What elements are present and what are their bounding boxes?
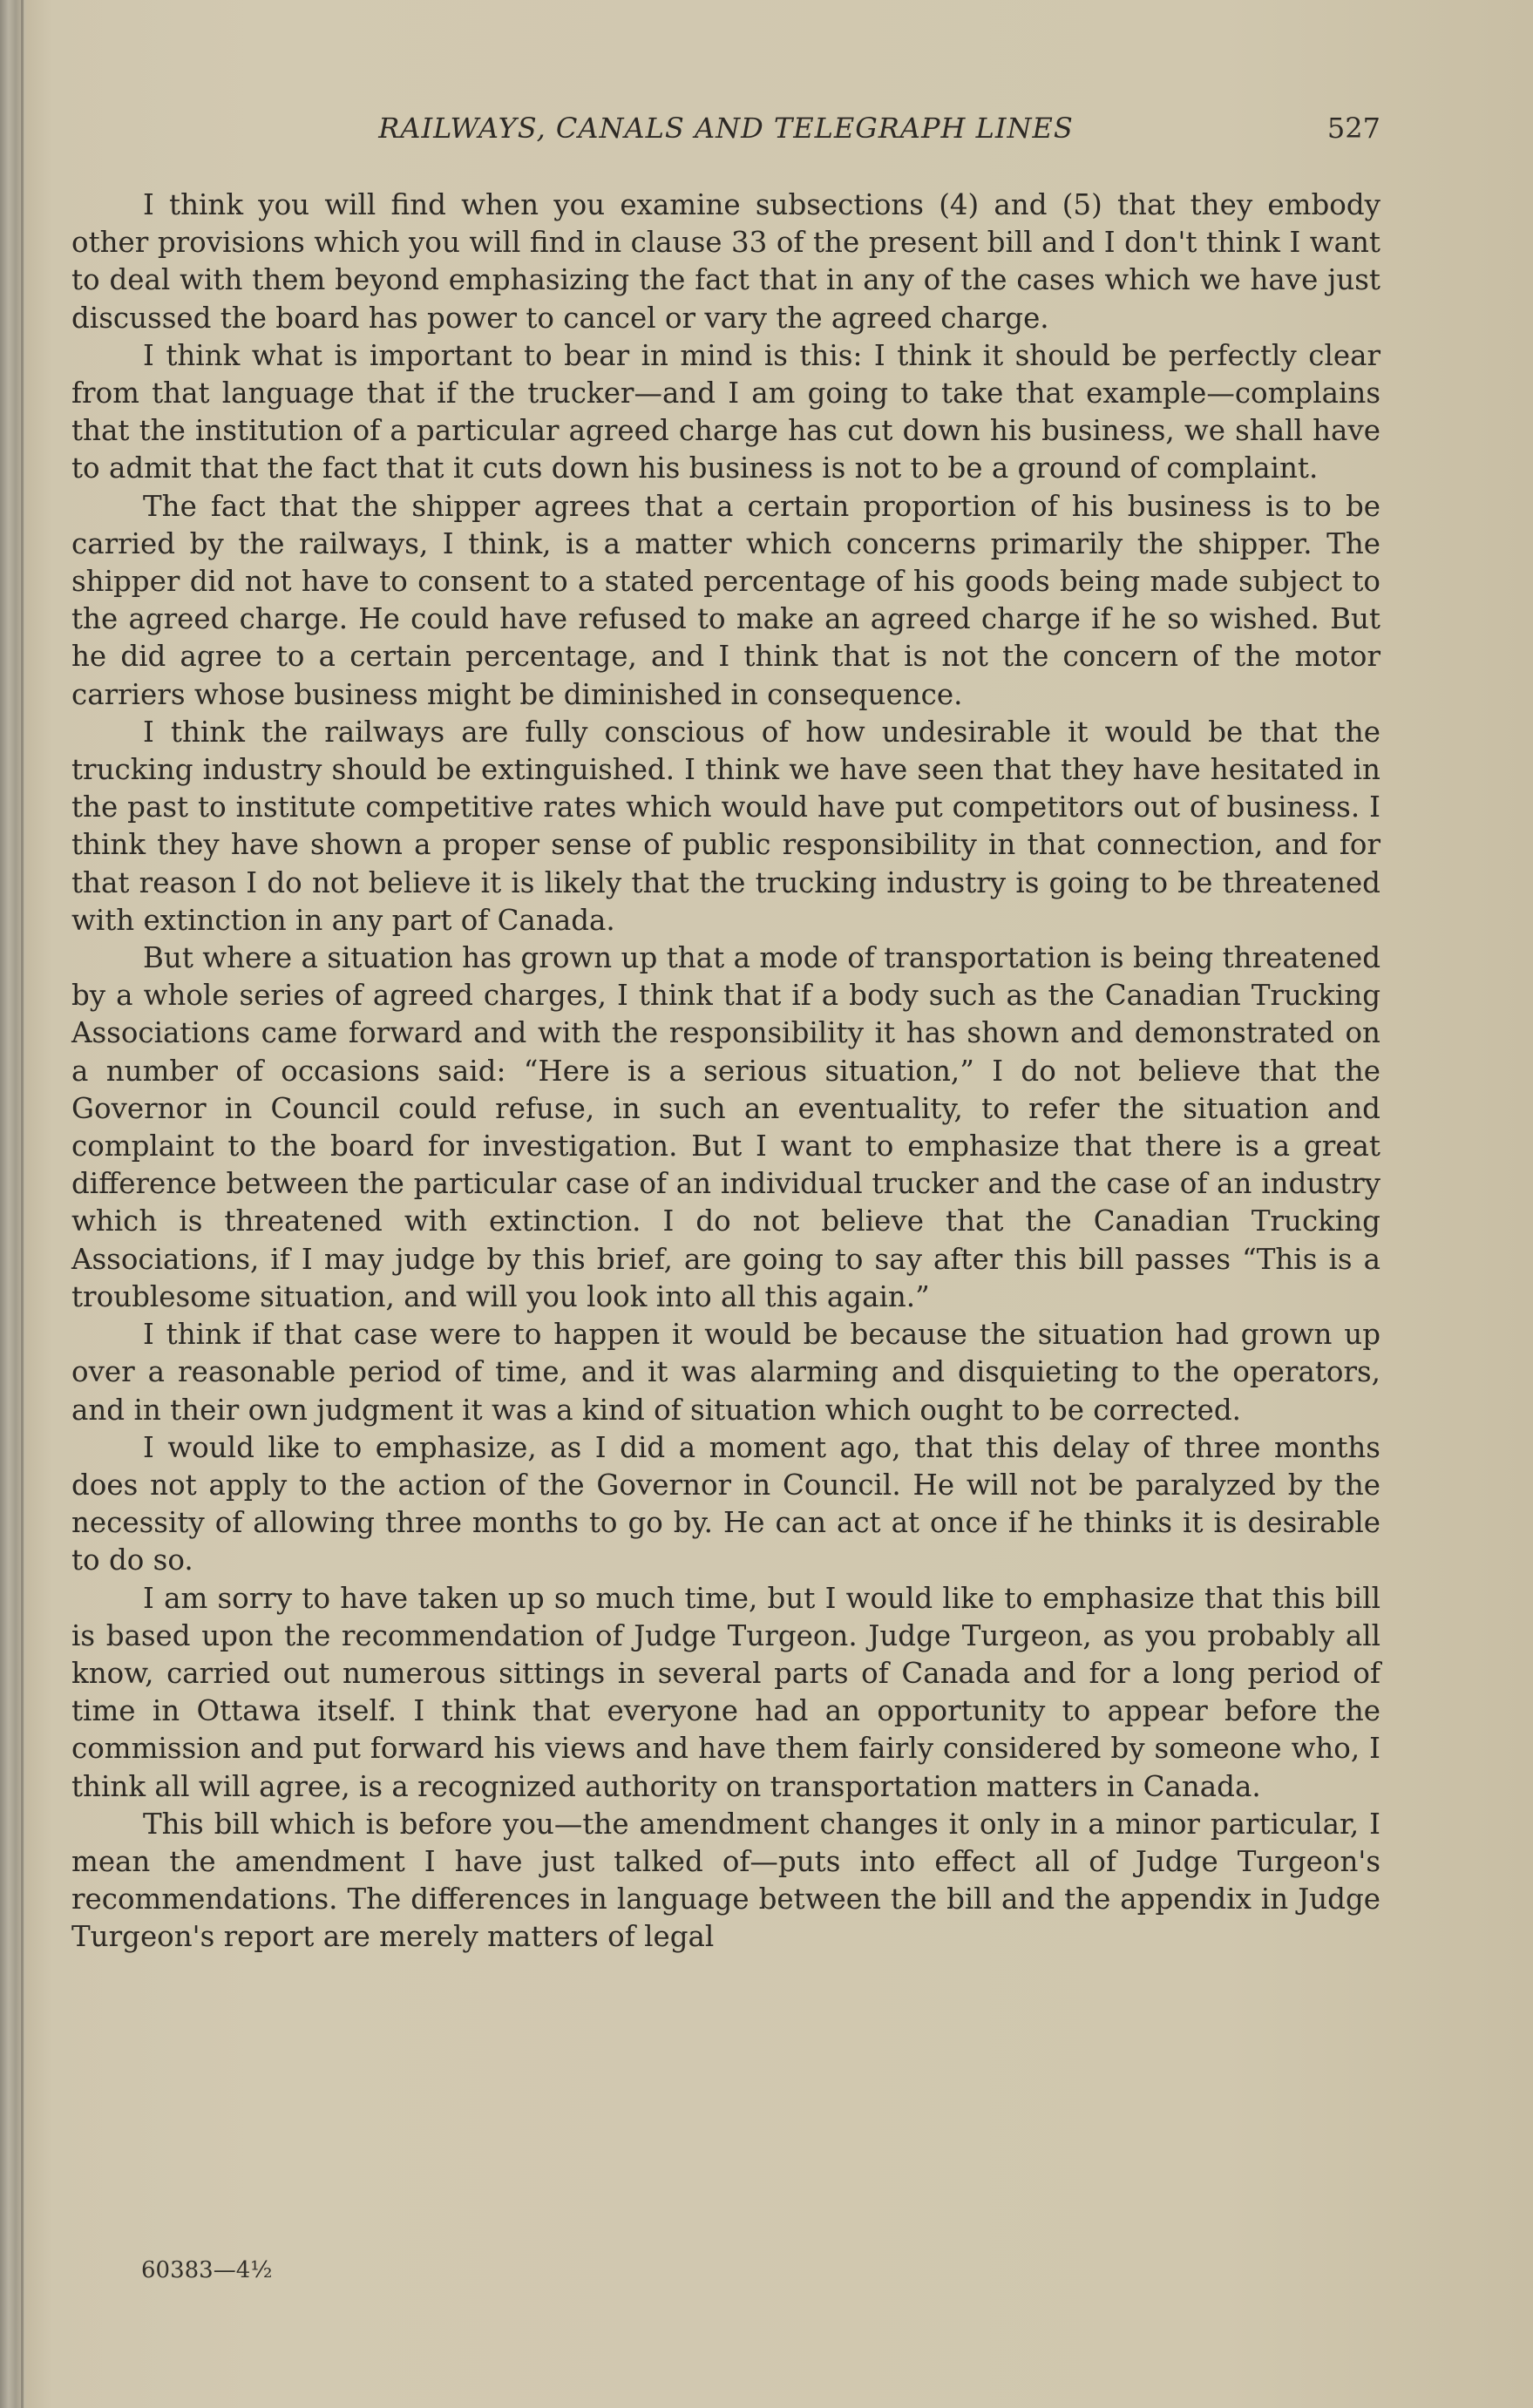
paragraph: But where a situation has grown up that a mode of transportation is being threatened by a whole series of agreed charges, I think that if a body such as the Canadian Trucking Associations came forward and with the responsibility it has shown and demonstrated on a number of occasions said: “Here is a serious situation,” I do not believe that the Governor in Council could refuse, in such an eventuality, to refer the situation and complaint to the board for investigation. But I want to emphasize that there is a great difference between the particular case of an individual trucker and the case of an industry which is threatened with extinction. I do not believe that the Canadian Trucking Associations, if I may judge by this brief, are going to say after this bill passes “This is a troublesome situation, and will you look into all this again.” [71, 941, 1380, 1313]
binding-shadow-line [21, 0, 24, 2408]
paragraph: I think if that case were to happen it would be because the situation had grown up over a reasonable period of time, and it was alarming and disquieting to the operators, and in their own judgment it was a kind of situation which ought to be corrected. [71, 1318, 1380, 1427]
body-text [71, 187, 1380, 1957]
paragraph: The fact that the shipper agrees that a certain proportion of his business is to be carried by the railways, I think, is a matter which concerns primarily the shipper. The shipper did not have to consent to a stated percentage of his goods being made subject to the agreed charge. He could have refused to make an agreed charge if he so wished. But he did agree to a certain percentage, and I think that is not the concern of the motor carriers whose business might be diminished in consequence. [71, 489, 1380, 711]
paragraph: I think the railways are fully conscious of how undesirable it would be that the trucking industry should be extinguished. I think we have seen that they have hesitated in the past to institute competitive rates which would have put competitors out of business. I think they have shown a proper sense of public responsibility in that connection, and for that reason I do not believe it is likely that the trucking industry is going to be threatened with extinction in any part of Canada. [71, 715, 1380, 937]
paragraph: I am sorry to have taken up so much time, but I would like to emphasize that this bill is based upon the recommendation of Judge Turgeon. Judge Turgeon, as you probably all know, carried out numerous sittings in several parts of Canada and for a long period of time in Ottawa itself. I think that everyone had an opportunity to appear before the commission and put forward his views and have them fairly considered by someone who, I think all will agree, is a recognized authority on transportation matters in Canada. [71, 1581, 1380, 1803]
running-title: RAILWAYS, CANALS AND TELEGRAPH LINES [378, 112, 1074, 145]
page-number: 527 [1326, 112, 1380, 145]
printer-signature-mark: 60383—4½ [141, 2257, 273, 2283]
paragraph: I think you will find when you examine subsections (4) and (5) that they embody other provisions which you will find in clause 33 of the present bill and I don't think I want to deal with them beyond emphasizing the fact that in any of the cases which we have just discussed the board has power to cancel or vary the agreed charge. [71, 188, 1380, 335]
paragraph: This bill which is before you—the amendment changes it only in a minor particular, I mean the amendment I have just talked of—puts into effect all of Judge Turgeon's recommendations. The differences in language between the bill and the appendix in Judge Turgeon's report are merely matters of legal [71, 1807, 1380, 1954]
paragraph: I think what is important to bear in mind is this: I think it should be perfectly clear from that language that if the trucker—and I am going to take that example—complains that the institution of a particular agreed charge has cut down his business, we shall have to admit that the fact that it cuts down his business is not to be a ground of complaint. [71, 338, 1380, 485]
paragraph: I would like to emphasize, as I did a moment ago, that this delay of three months does not apply to the action of the Governor in Council. He will not be paralyzed by the necessity of allowing three months to go by. He can act at once if he thinks it is desirable to do so. [71, 1430, 1380, 1577]
page-header [71, 112, 1380, 155]
